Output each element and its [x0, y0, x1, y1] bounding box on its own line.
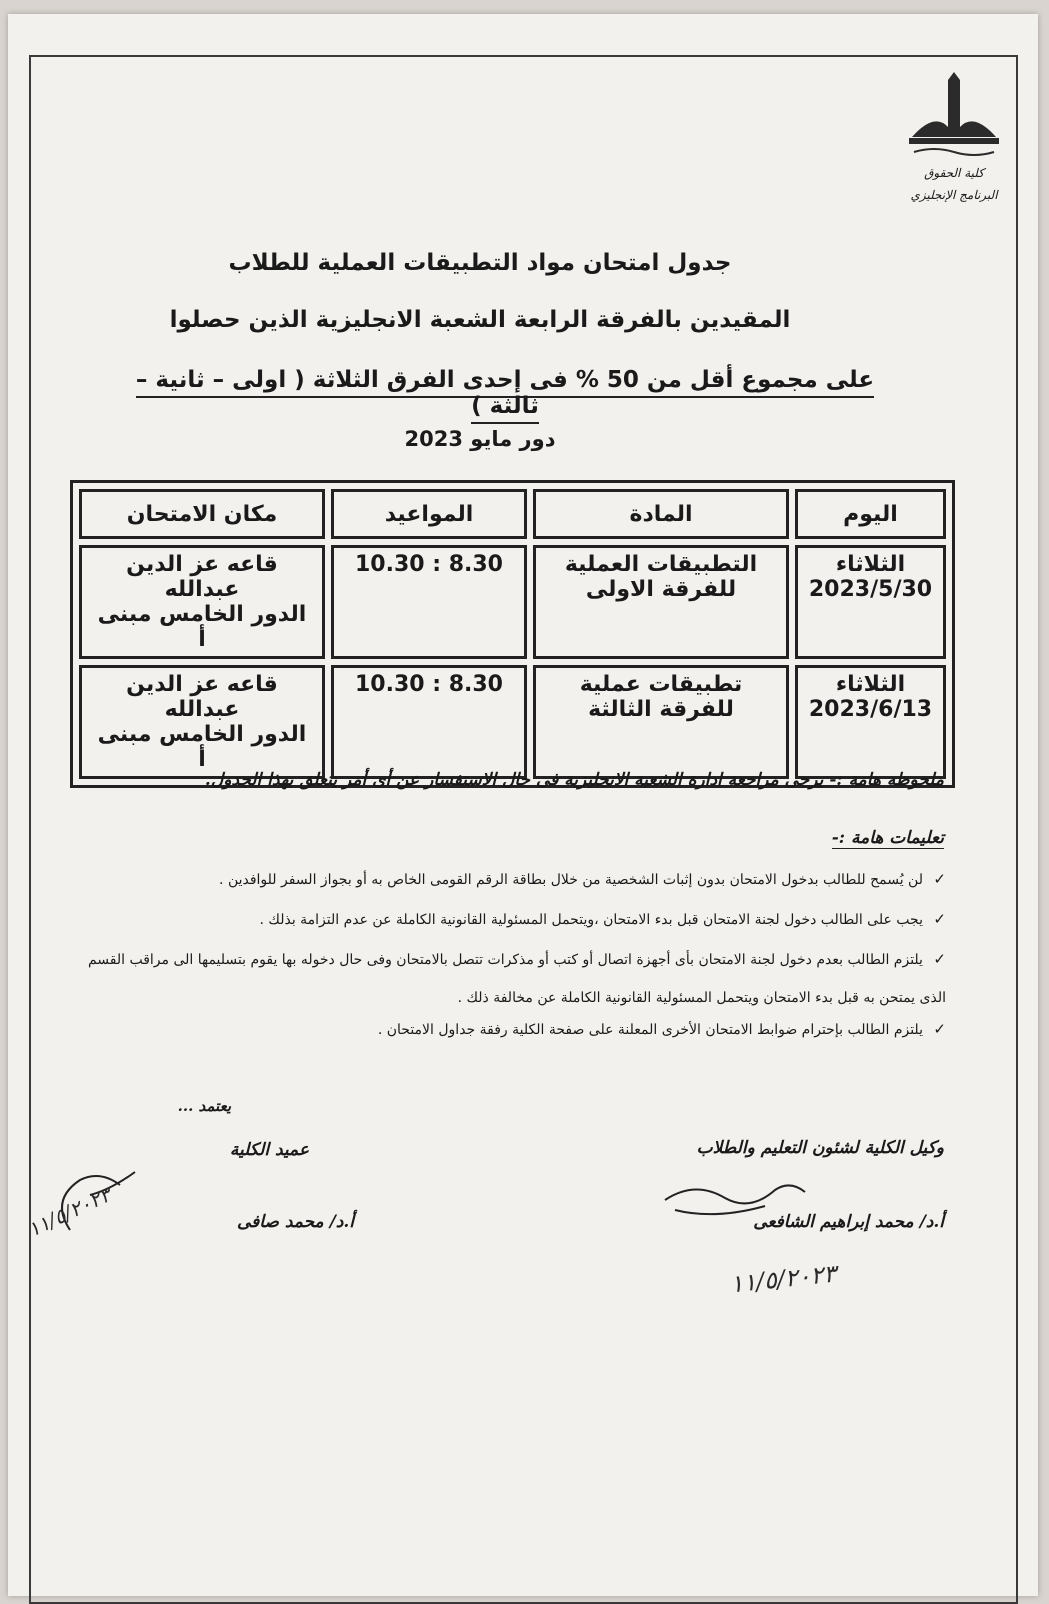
cell-subject	[533, 545, 789, 659]
day-date: 2023/6/13	[808, 697, 933, 722]
day-date: 2023/5/30	[808, 577, 933, 602]
instruction-item	[86, 940, 946, 1017]
exam-session: دور مايو 2023	[404, 427, 556, 451]
handwritten-date-left: ١١/٥/٢٠٢٣	[24, 1182, 115, 1242]
instruction-text: يلتزم الطالب بعدم دخول لجنة الامتحان بأى أجهزة اتصال أو كتب أو مذكرات تتصل بالامتحان وفى حال دخوله بها يقوم بتسليمها الى مراقب القسم الذى يمتحن به قبل بدء الامتحان ويتحمل المسئولية القانونية الكاملة عن مخالفة ذلك .	[87, 952, 946, 1006]
cell-time: 10.30 : 8.30	[331, 665, 527, 779]
instruction-text: يجب على الطالب دخول لجنة الامتحان قبل بدء الامتحان ،ويتحمل المسئولية القانونية الكاملة عن عدم التزامة بذلك .	[259, 912, 923, 928]
instructions-heading: تعليمات هامة :-	[831, 828, 944, 848]
place-line-1: قاعه عز الدين عبدالله	[126, 672, 278, 722]
instruction-text: لن يُسمح للطالب بدخول الامتحان بدون إثبات الشخصية من خلال بطاقة الرقم القومى الخاص به أو بجواز السفر للوافدين .	[219, 872, 923, 888]
cell-subject	[533, 665, 789, 779]
subject-line-1: تطبيقات عملية	[579, 672, 743, 697]
cell-time: 10.30 : 8.30	[331, 545, 527, 659]
vice-dean-signature	[655, 1170, 815, 1230]
place-line-2: الدور الخامس مبنى أ	[97, 722, 307, 772]
place-line-1: قاعه عز الدين عبدالله	[126, 552, 278, 602]
check-icon: ✓	[933, 950, 946, 968]
instruction-text: يلتزم الطالب بإحترام ضوابط الامتحان الأخرى المعلنة على صفحة الكلية رفقة جداول الامتحان .	[377, 1022, 923, 1038]
handwritten-date: ١١/٥/٢٠٢٣	[728, 1259, 838, 1299]
check-icon: ✓	[933, 1020, 946, 1038]
university-emblem-icon	[904, 72, 1004, 162]
header-day: اليوم	[795, 489, 946, 539]
subject-line-1: التطبيقات العملية	[564, 552, 758, 577]
vice-dean-title: وكيل الكلية لشئون التعليم والطلاب	[696, 1138, 944, 1158]
exam-schedule-table	[70, 480, 955, 788]
header-subject: المادة	[533, 489, 789, 539]
day-name: الثلاثاء	[835, 552, 906, 577]
approval-label: يعتمد ...	[177, 1097, 231, 1115]
check-icon: ✓	[933, 910, 946, 928]
subject-line-2: للفرقة الاولى	[585, 577, 737, 602]
title-line-3	[110, 367, 900, 419]
title-line-1: جدول امتحان مواد التطبيقات العملية للطلاب	[228, 250, 732, 276]
cell-place	[79, 665, 325, 779]
program-name: البرنامج الإنجليزي	[910, 188, 998, 202]
day-name: الثلاثاء	[835, 672, 906, 697]
header-time: المواعيد	[331, 489, 527, 539]
table-row	[79, 545, 946, 659]
check-icon: ✓	[933, 870, 946, 888]
instruction-item	[86, 1010, 946, 1049]
faculty-name: كلية الحقوق	[924, 166, 984, 180]
header-place: مكان الامتحان	[79, 489, 325, 539]
university-logo	[899, 72, 1009, 206]
vice-dean-name: أ.د/ محمد إبراهيم الشافعى	[753, 1212, 944, 1232]
subject-line-2: للفرقة الثالثة	[588, 697, 734, 722]
dean-title: عميد الكلية	[229, 1140, 309, 1160]
cell-place	[79, 545, 325, 659]
table-row	[79, 665, 946, 779]
dean-name: أ.د/ محمد صافى	[237, 1212, 354, 1232]
title-line-3-text: على مجموع أقل من 50 % فى إحدى الفرق الثلاثة ( اولى – ثانية – ثالثة )	[136, 367, 874, 424]
table-header-row	[79, 489, 946, 539]
instruction-item	[86, 900, 946, 939]
cell-day	[795, 665, 946, 779]
important-note: ملحوظه هامة :- يرجى مراجعة ادارة الشعبة الانجليزية فى حال الاستفسار عن أى أمر يتعلق بهذا الجدول.	[204, 770, 944, 790]
cell-day	[795, 545, 946, 659]
place-line-2: الدور الخامس مبنى أ	[97, 602, 307, 652]
instruction-item	[86, 860, 946, 899]
title-line-2: المقيدين بالفرقة الرابعة الشعبة الانجليزية الذين حصلوا	[169, 307, 791, 333]
